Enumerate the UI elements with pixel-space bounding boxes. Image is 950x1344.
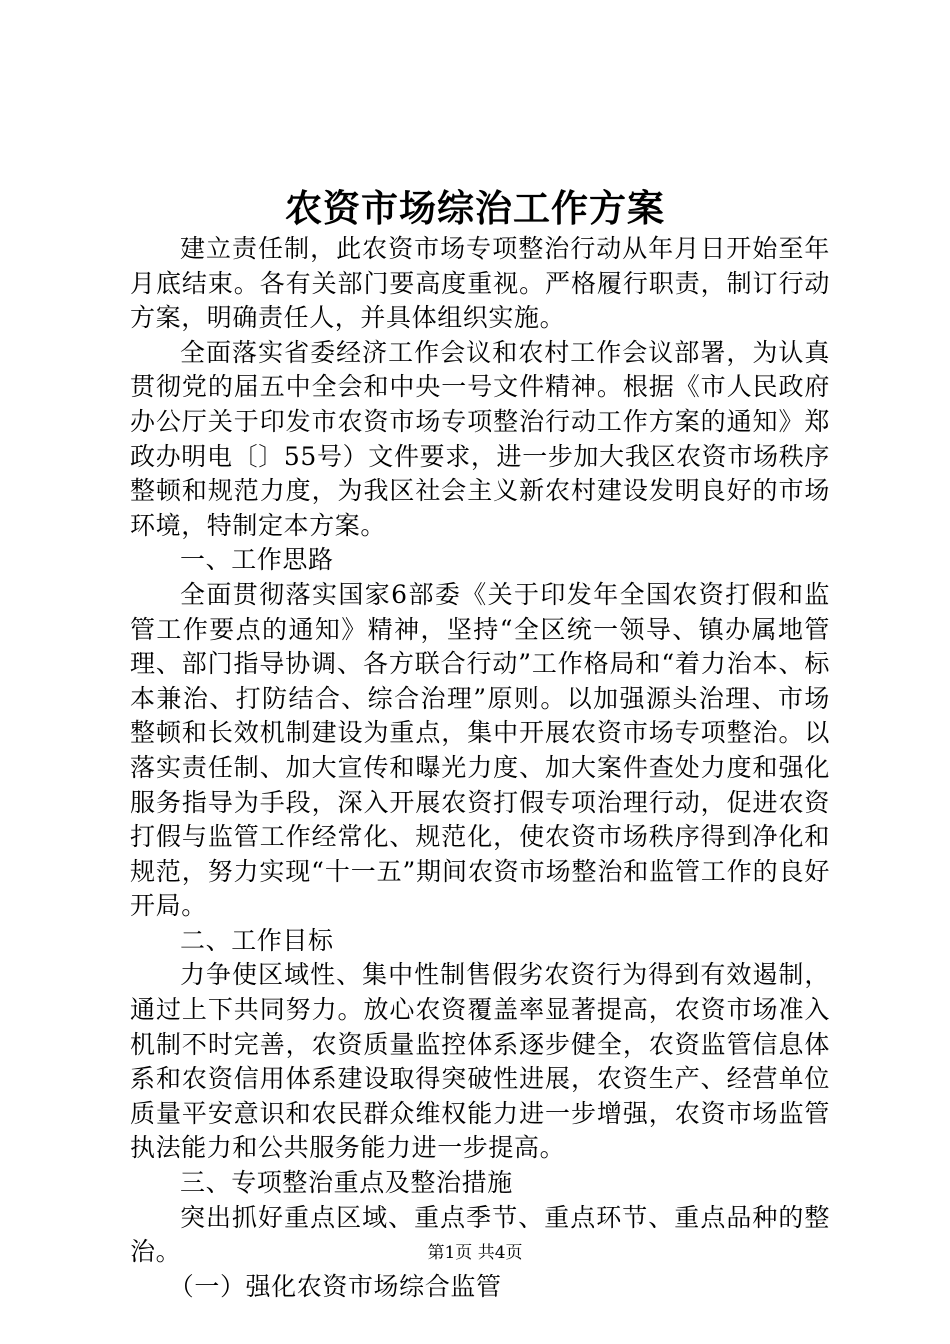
paragraph-background: 全面落实省委经济工作会议和农村工作会议部署，为认真贯彻党的届五中全会和中央一号文件精神。根据《市人民政府办公厅关于印发市农资市场专项整治行动工作方案的通知》郑政办明电〔〕55号）文件要求，进一步加大我区农资市场秩序整顿和规范力度，为我区社会主义新农村建设发明良好的市场环境，特制定本方案。 — [130, 337, 830, 540]
section-heading-3: 三、专项整治重点及整治措施 — [180, 1168, 513, 1198]
page-footer: 第1页 共4页 — [427, 1243, 523, 1263]
sub-heading-1: （一）强化农资市场综合监管 — [168, 1271, 502, 1301]
document-body — [130, 232, 830, 1304]
document-title: 农资市场综治工作方案 — [285, 186, 665, 230]
paragraph-responsibility: 建立责任制，此农资市场专项整治行动从年月日开始至年月底结束。各有关部门要高度重视。严格履行职责，制订行动方案，明确责任人，并具体组织实施。 — [130, 234, 830, 333]
paragraph-work-approach: 全面贯彻落实国家6部委《关于印发年全国农资打假和监管工作要点的通知》精神，坚持“全区统一领导、镇办属地管理、部门指导协调、各方联合行动”工作格局和“着力治本、标本兼治、打防结合、综合治理”原则。以加强源头治理、市场整顿和长效机制建设为重点，集中开展农资市场专项整治。以落实责任制、加大宣传和曝光力度、加大案件查处力度和强化服务指导为手段，深入开展农资打假专项治理行动，促进农资打假与监管工作经常化、规范化，使农资市场秩序得到净化和规范，努力实现“十一五”期间农资市场整治和监管工作的良好开局。 — [130, 579, 830, 921]
section-heading-1: 一、工作思路 — [180, 545, 334, 575]
paragraph-work-goals: 力争使区域性、集中性制售假劣农资行为得到有效遏制，通过上下共同努力。放心农资覆盖率显著提高，农资市场准入机制不时完善，农资质量监控体系逐步健全，农资监管信息体系和农资信用体系建设取得突破性进展，农资生产、经营单位质量平安意识和农民群众维权能力进一步增强，农资市场监管执法能力和公共服务能力进一步提高。 — [130, 960, 830, 1163]
paragraph-key-points: 突出抓好重点区域、重点季节、重点环节、重点品种的整治。 — [130, 1202, 830, 1267]
section-heading-2: 二、工作目标 — [180, 925, 334, 955]
